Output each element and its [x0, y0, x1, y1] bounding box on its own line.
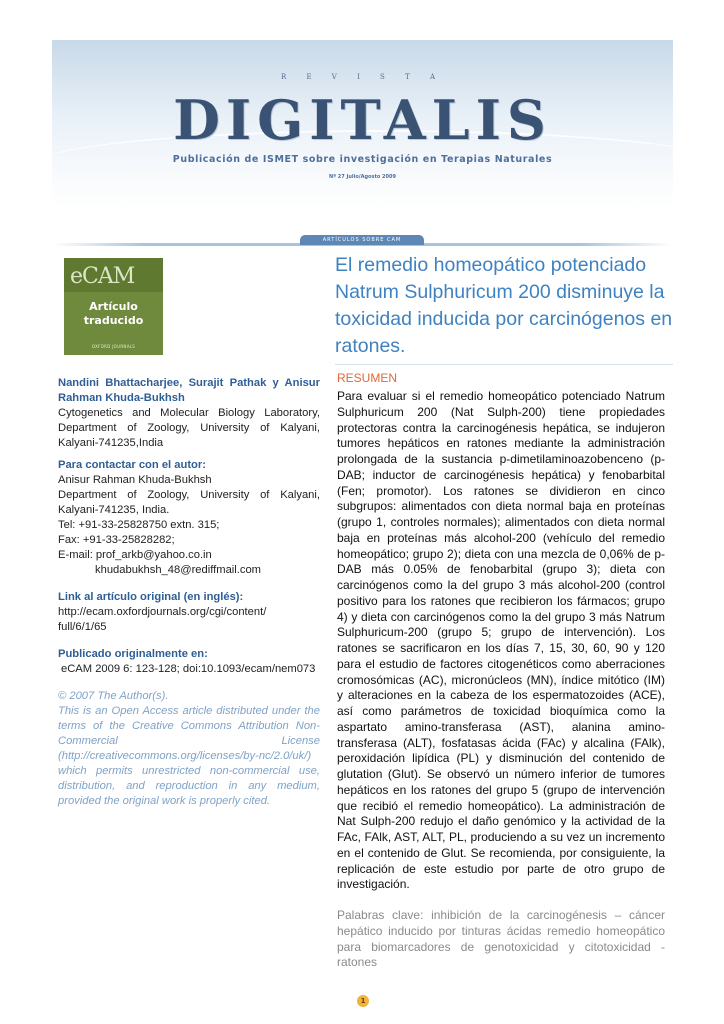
contact-heading: Para contactar con el autor:	[58, 459, 206, 471]
ecam-badge-label	[64, 300, 163, 328]
journal-banner	[52, 40, 673, 208]
journal-issue: Nº 27 Julio/Agosto 2009	[329, 174, 396, 180]
link-line2[interactable]: full/6/1/65	[58, 621, 107, 633]
citation: eCAM 2009 6: 123-128; doi:10.1093/ecam/nem073	[61, 663, 316, 675]
contact-tel: Tel: +91-33-25828750 extn. 315;	[58, 519, 220, 531]
contact-fax: Fax: +91-33-25828282;	[58, 534, 175, 546]
ecam-logo: eCAM	[70, 264, 135, 289]
journal-subtitle: Publicación de ISMET sobre investigación en Terapias Naturales	[172, 154, 553, 165]
abstract-text: Para evaluar si el remedio homeopático potenciado Natrum Sulphuricum 200 (Nat Sulph-200) tiene propiedades protectoras contra la carcinogénesis hepática, se indujeron tumores hepáticos en ratones mediante la administración prolongada de la sustancia p-dimetilaminoazobenceno (p-DAB; inductor de carcinogénesis hepática) y fenobarbital (Fen; promotor). Los ratones se dividieron en cinco subgrupos: alimentados con dieta normal baja en proteínas (grupo 1, controles normales); alimentados con dieta normal baja en proteínas más alcohol-200 (vehículo del remedio homeopático; grupo 2); dieta con una mezcla de 0,06% de p-DAB más 0.05% de fenobarbital (grupo 3); dieta con carcinógenos como la del grupo 3 más alcohol-200 (control positivo para los ratones que recibieron los fármacos; grupo 4) y dieta con carcinógenos como la del grupo 3 más Natrum Sulphuricum-200 (grupo 5; grupo de intervención). Los ratones se sacrificaron en los días 7, 15, 30, 60, 90 y 120 para el estudio de factores citogenéticos como aberraciones cromosómicas (AC), micronúcleos (MN), índice mitótico (IM) y alteraciones en la cabeza de los espermatozoides (ACE), así como parámetros de toxicidad bioquímica como la aspartato amino-transferasa (AST), alanina amino-transferasa (ALT), fosfatasas ácida (FAc) y alcalina (FAlk), peroxidación lipídica (PL) y disminución del contenido de glutation (Glut). Se observó un número inferior de tumores hepáticos en los ratones del grupo 5 (grupo de intervención que recibió el remedio homeopático). La administración de Nat Sulph-200 redujo el daño genómico y la actividad de la FAc, FAlk, AST, ALT, PL, produciendo a su vez un incremento en el contenido de Glut. Se recomienda, por consiguiente, la replicación de este estudio por parte de otro grupo de investigación.	[337, 389, 665, 892]
published-heading: Publicado originalmente en:	[58, 648, 208, 660]
abstract-heading: RESUMEN	[337, 371, 398, 385]
ecam-label-line2: traducido	[83, 314, 144, 327]
banner-revista-label: R E V I S T A	[280, 73, 445, 81]
contact-department: Department of Zoology, University of Kalyani, Kalyani-741235, India.	[58, 489, 320, 516]
page-number: 1	[357, 995, 369, 1007]
journal-title: DIGITALIS	[173, 88, 552, 152]
affiliation: Cytogenetics and Molecular Biology Laboratory, Department of Zoology, University of Kalyani, Kalyani-741235,India	[58, 407, 320, 449]
article-title: El remedio homeopático potenciado Natrum Sulphuricum 200 disminuye la toxicidad inducida por carcinógenos en ratones.	[335, 254, 673, 357]
link-heading: Link al artículo original (en inglés):	[58, 591, 244, 603]
authors: Nandini Bhattacharjee, Surajit Pathak y Anisur Rahman Khuda-Bukhsh	[58, 377, 320, 404]
license-text: This is an Open Access article distributed under the terms of the Creative Commons Attribution Non-Commercial License (http://creativecommons.org/licenses/by-nc/2.0/uk/) which permits unrestricted non-commercial use, distribution, and reproduction in any medium, provided the original work is properly cited.	[58, 705, 320, 807]
ecam-badge	[64, 258, 163, 355]
link-line1[interactable]: http://ecam.oxfordjournals.org/cgi/content/	[58, 606, 267, 618]
original-article-link[interactable]	[58, 605, 320, 635]
copyright: © 2007 The Author(s).	[58, 690, 169, 702]
article-metadata-column	[58, 376, 320, 809]
keywords: Palabras clave: inhibición de la carcinogénesis – cáncer hepático inducido por tinturas ácidas remedio homeopático para biomarcadores de genotoxicidad y citotoxicidad - ratones	[337, 908, 665, 970]
ecam-publisher: OXFORD JOURNALS	[91, 344, 136, 349]
title-divider	[335, 364, 673, 365]
contact-name: Anisur Rahman Khuda-Bukhsh	[58, 474, 212, 486]
section-label: ARTÍCULOS SOBRE CAM	[300, 235, 424, 245]
contact-email: E-mail: prof_arkb@yahoo.co.in	[58, 549, 212, 561]
contact-email-secondary: khudabukhsh_48@rediffmail.com	[95, 564, 262, 576]
ecam-label-line1: Artículo	[89, 300, 138, 313]
